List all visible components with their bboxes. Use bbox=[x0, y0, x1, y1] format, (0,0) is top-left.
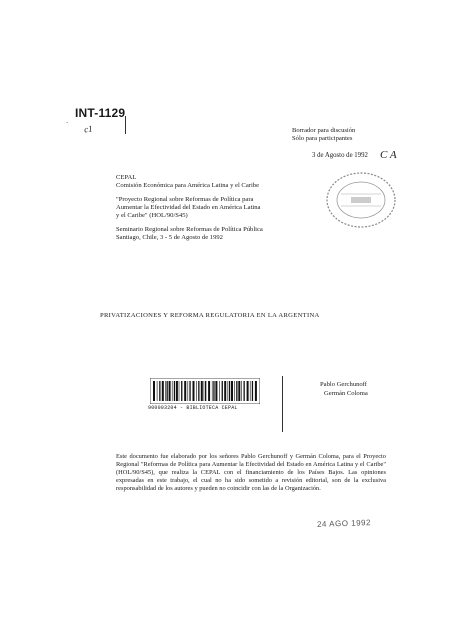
authors bbox=[320, 380, 368, 398]
body-paragraph: Este documento fue elaborado por los señores Pablo Gerchunoff y Germán Coloma, para el Proyecto Regional "Reformas de Política para Aumentar la Efectividad del Estado en América Latina y el Caribe" (HOL/90/S45), que realiza la CEPAL con el financiamiento de los Países Bajos. Las opiniones expresadas en este trabajo, el cual no ha sido sometido a revisión editorial, son de la exclusiva responsabilidad de los autores y pueden no coincidir con las de la Organización. bbox=[116, 453, 386, 492]
author-name: Germán Coloma bbox=[324, 390, 368, 397]
header-block bbox=[116, 174, 316, 248]
library-stamp bbox=[325, 170, 397, 230]
organization bbox=[116, 174, 316, 190]
divider-line bbox=[125, 116, 126, 134]
handwritten-mark: c1 bbox=[83, 123, 94, 135]
barcode-caption: 900003204 - BIBLIOTECA CEPAL bbox=[148, 405, 238, 411]
document-date: 3 de Agosto de 1992 bbox=[312, 152, 368, 159]
org-name: Comisión Económica para América Latina y el Caribe bbox=[116, 182, 259, 189]
project-line: y el Caribe" (HOL/90/S45) bbox=[116, 212, 188, 219]
project-name bbox=[116, 196, 316, 220]
seminar-line: Santiago, Chile, 3 - 5 de Agosto de 1992 bbox=[116, 234, 223, 241]
seminar-line: Seminario Regional sobre Reformas de Política Pública bbox=[116, 226, 263, 233]
draft-status bbox=[292, 127, 412, 143]
project-line: "Proyecto Regional sobre Reformas de Política para bbox=[116, 196, 254, 203]
document-title: PRIVATIZACIONES Y REFORMA REGULATORIA EN LA ARGENTINA bbox=[100, 312, 320, 319]
seminar-info bbox=[116, 226, 316, 242]
org-acronym: CEPAL bbox=[116, 174, 137, 181]
margin-tick: ` bbox=[66, 121, 69, 129]
draft-status-line: Borrador para discusión bbox=[292, 127, 356, 134]
project-line: Aumentar la Efectividad del Estado en América Latina bbox=[116, 204, 261, 211]
received-date-stamp: 24 AGO 1992 bbox=[316, 518, 372, 529]
handwritten-initials: C A bbox=[380, 149, 397, 161]
barcode-image bbox=[150, 378, 260, 404]
author-name: Pablo Gerchunoff bbox=[320, 381, 367, 388]
divider-line bbox=[282, 376, 283, 432]
document-code: INT-1129 bbox=[75, 106, 126, 120]
draft-status-line: Sólo para participantes bbox=[292, 135, 353, 142]
